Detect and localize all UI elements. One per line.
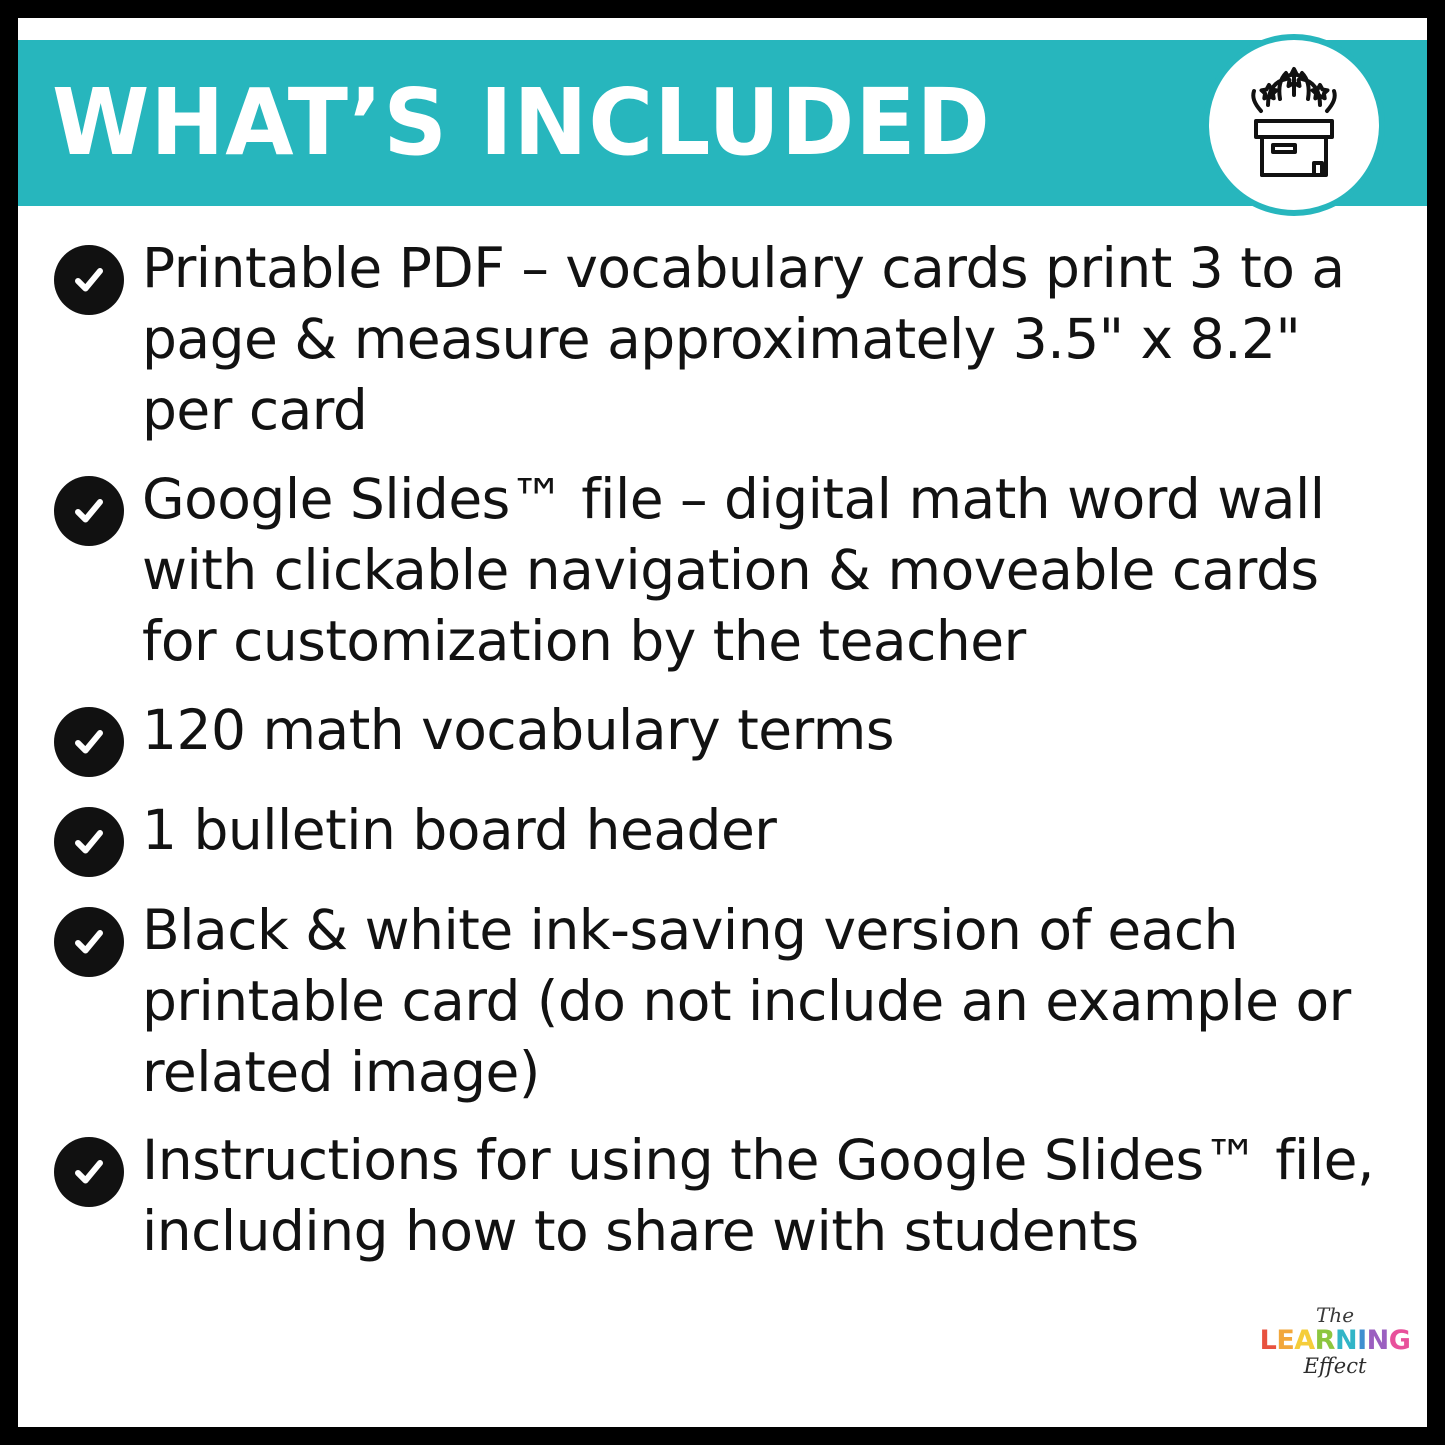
logo-letter: L [1259,1325,1277,1356]
list-item [54,895,1397,1108]
gift-box-icon [1203,34,1385,216]
logo-word-learning [1260,1327,1411,1354]
logo-line-the: The [1315,1303,1355,1327]
list-item-label: Printable PDF – vocabulary cards print 3 to a page & measure approximately 3.5" x 8.2" per card [142,236,1345,442]
list-item [54,464,1397,677]
list-item-label: 120 math vocabulary terms [142,697,894,762]
list-item-label: Instructions for using the Google Slides™ file, including how to share with students [142,1128,1374,1264]
brand-logo [1259,1277,1411,1405]
poster-card [18,18,1427,1427]
check-circle-icon [54,907,124,977]
included-list [54,233,1397,1285]
list-item [54,795,1397,877]
logo-letter: R [1314,1325,1335,1356]
list-item-label: Google Slides™ file – digital math word wall with clickable navigation & moveable cards for customization by the teacher [142,466,1325,673]
logo-line-effect: Effect [1303,1354,1367,1378]
list-item-label: Black & white ink-saving version of each printable card (do not include an example or related image) [142,897,1351,1104]
logo-letter: N [1366,1325,1389,1356]
check-circle-icon [54,476,124,546]
page-title: WHAT’S INCLUDED [52,69,991,176]
list-item-label: 1 bulletin board header [142,797,777,862]
logo-letter: N [1334,1325,1358,1356]
list-item [54,695,1397,777]
check-circle-icon [54,807,124,877]
logo-letter: I [1357,1325,1367,1356]
list-item [54,1125,1397,1267]
list-item [54,233,1397,446]
logo-letter: E [1276,1325,1295,1356]
check-circle-icon [54,707,124,777]
logo-letter: G [1388,1325,1411,1356]
check-circle-icon [54,245,124,315]
check-circle-icon [54,1137,124,1207]
logo-letter: A [1294,1325,1315,1356]
